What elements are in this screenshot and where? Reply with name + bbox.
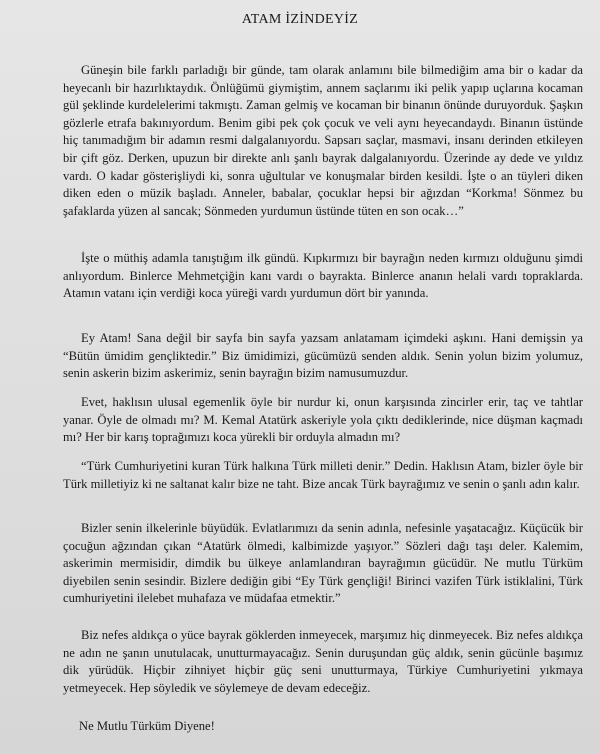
paragraph-7: Biz nefes aldıkça o yüce bayrak göklerden inmeyecek, marşımız hiç dinmeyecek. Biz nefes aldıkça ne adın ne şanın unutulacak, unutturmayacağız. Senin duruşundan güç aldık, senin gücünle başımız dik yürüdük. Hiçbir zihniyet hiçbir güç seni unutturmaya, Türkiye Cumhuriyetini yıkmaya yetmeyecek. Hep söyledik ve söylemeye de devam edeceğiz.: [63, 628, 583, 695]
paragraph-5: “Türk Cumhuriyetini kuran Türk halkına Türk milleti denir.” Dedin. Haklısın Atam, bizler öyle bir Türk milletiyiz ki ne saltanat kalır bize ne taht. Bize ancak Türk bayrağımız ve senin o şanlı adın kalır.: [63, 459, 583, 491]
page-title: ATAM İZİNDEYİZ: [241, 12, 359, 27]
paragraph-1: Güneşin bile farklı parladığı bir günde, tam olarak anlamını bile bilmediğim ama bir o kadar da heyecanlı bir hazırlıktaydık. Önlüğümü giymiştim, annem saçlarımı iki pelik yapıp uçlarına kocaman gül şeklinde kurdelelerimi takmıştı. Zaman gelmiş ve kocaman bir binanın önünde duruyorduk. Şaşkın gözlerle etrafa bakınıyordum. Benim gibi pek çok çocuk ve veli aynı heyecandaydı. Binanın üstünde hiç tanımadığım bir adamın resmi dalgalanıyordu. Sapsarı saçlar, masmavi, insanı derinden etkileyen bir çift göz. Derken, upuzun bir direkte anlı şanlı bayrak dalgalanıyordu. Üzerinde ay dede ve yıldız vardı. O kadar gösterişliydi ki, sonra uğultular ve konuşmalar birden kesildi. İşte o an tüyleri diken diken eden o müzik başladı. Anneler, babalar, çocuklar hepsi bir ağızdan “Korkma! Sönmez bu şafaklarda yüzen al sancak; Sönmeden yurdumun üstünde tüten en son ocak…”: [63, 63, 583, 218]
paragraph-6: Bizler senin ilkelerinle büyüdük. Evlatlarımızı da senin adınla, nefesinle yaşatacağız. Küçücük bir çocuğun ağzından çıkan “Atatürk ölmedi, kalbimizde yaşıyor.” Sözleri dağı taşı deler. Kalemim, askerimin mermisidir, dimdik bu ülkeye anlamlandıran bayrağımın gücüdür. Ne mutlu Türküm diyebilen senin sesindir. Bizlere dediğin gibi “Ey Türk gençliği! Birinci vazifen Türk istiklalini, Türk cumhuriyetini ilelebet muhafaza ve müdafaa etmektir.”: [63, 521, 583, 606]
paragraph-2: İşte o müthiş adamla tanıştığım ilk gündü. Kıpkırmızı bir bayrağın neden kırmızı olduğunu şimdi anlıyordum. Binlerce Mehmetçiğin kanı vardı o bayrakta. Binlerce ananın helali vardı topraklarda. Atamın vatanı için verdiği koca yüreği vardı yurdumun dört bir yanında.: [63, 251, 583, 301]
paragraph-3: Ey Atam! Sana değil bir sayfa bin sayfa yazsam anlatamam içimdeki aşkını. Hani demişsin ya “Bütün ümidim gençliktedir.” Biz ümidimizi, gücümüzü senden aldık. Senin yolun bizim yolumuz, senin askerin bizim askerimiz, senin bayrağın bizim namusumuzdur.: [63, 331, 583, 381]
closing-line: Ne Mutlu Türküm Diyene!: [79, 719, 215, 733]
paragraph-4: Evet, haklısın ulusal egemenlik öyle bir nurdur ki, onun karşısında zincirler erir, taç ve tahtlar yanar. Öyle de olmadı mı? M. Kemal Atatürk askeriyle yola çıktı dediklerinde, nice düşman kaçmadı mı? Her bir karış toprağımızı koca yürekli bir orduyla almadın mı?: [63, 395, 583, 445]
